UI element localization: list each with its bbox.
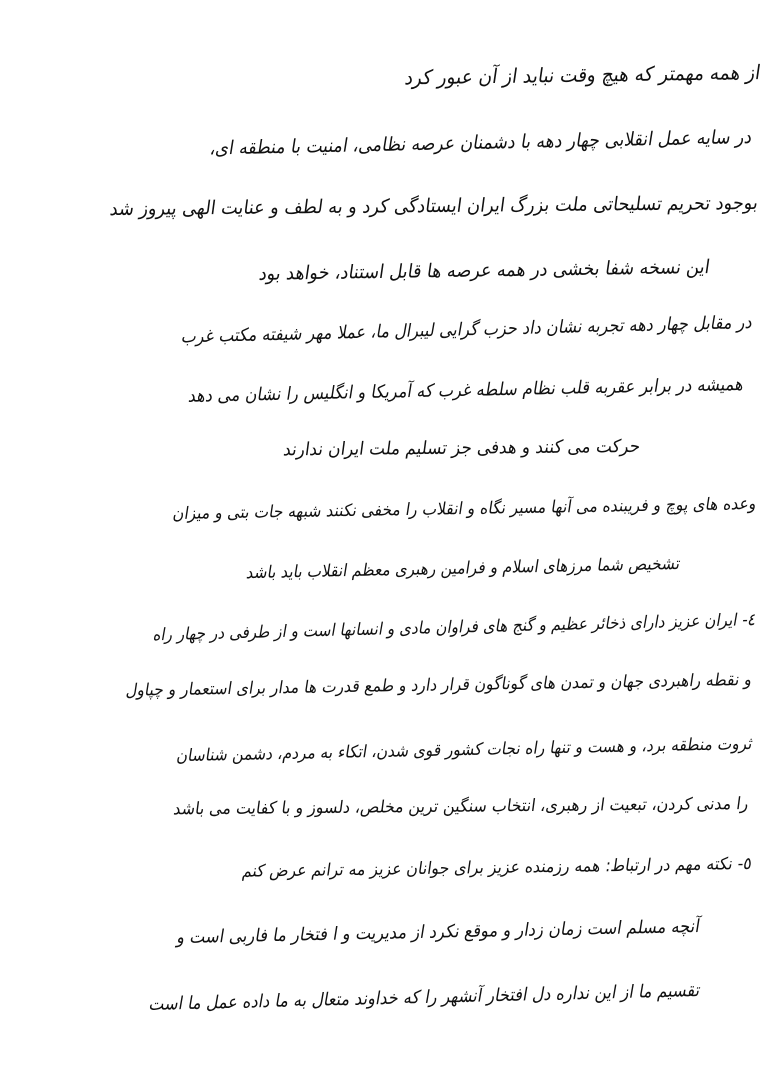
handwritten-line: در مقابل چهار دهه تجربه نشان داد حزب گرایی لیبرال ما، عملا مهر شیفته مکتب غرب [179, 312, 754, 348]
handwritten-line: این نسخه شفا بخشی در همه عرصه ها قابل استناد، خواهد بود [257, 256, 712, 285]
handwritten-line: و نقطه راهبردی جهان و تمدن های گوناگون قرار دارد و طمع قدرت ها مدار برای استعمار و چپاول [124, 670, 754, 701]
handwritten-line: وعده های پوچ و فریبنده می آنها مسیر نگاه و انقلاب را مخفی نکنند شبهه جات بتی و میزان [171, 494, 758, 525]
handwritten-line: آنچه مسلم است زمان زدار و موقع نکرد از مدیریت و ا فتخار ما فاربی است و [175, 916, 702, 949]
handwritten-line: را مدنی کردن، تبعیت از رهبری، انتخاب سنگین ترین مخلص، دلسوز و با کفایت می باشد [171, 794, 750, 820]
handwritten-line: ٥- نکته مهم در ارتباط: همه رزمنده عزیز برای جوانان عزیز مه ترانم عرض کنم [241, 854, 754, 882]
handwritten-line: از همه مهمتر که هیچ وقت نباید از آن عبور کرد [402, 60, 762, 90]
handwritten-line: بوجود تحریم تسلیحاتی ملت بزرگ ایران ایستادگی کرد و به لطف و عنایت الهی پیروز شد [108, 192, 760, 221]
handwritten-line: در سایه عمل انقلابی چهار دهه با دشمنان عرصه نظامی، امنیت با منطقه ای، [208, 126, 754, 160]
handwritten-line: همیشه در برابر عقربه قلب نظام سلطه غرب که آمریکا و انگلیس را نشان می دهد [187, 374, 746, 407]
handwritten-line: حرکت می کنند و هدفی جز تسلیم ملت ایران ندارند [281, 436, 642, 461]
handwritten-line: تشخیص شما مرزهای اسلام و فرامین رهبری معظم انقلاب باید باشد [245, 554, 682, 584]
handwritten-line: تقسیم ما از این نداره دل افتخار آنشهر را که خداوند متعال به ما داده عمل ما است [147, 980, 702, 1015]
handwritten-line: ثروت منطقه برد، و هست و تنها راه نجات کشور قوی شدن، اتکاء به مردم، دشمن شناسان [174, 734, 754, 767]
handwritten-line: ٤- ایران عزیز دارای ذخائر عظیم و گنج های فراوان مادی و انسانها است و از طرفی در چهار راه [151, 610, 758, 646]
